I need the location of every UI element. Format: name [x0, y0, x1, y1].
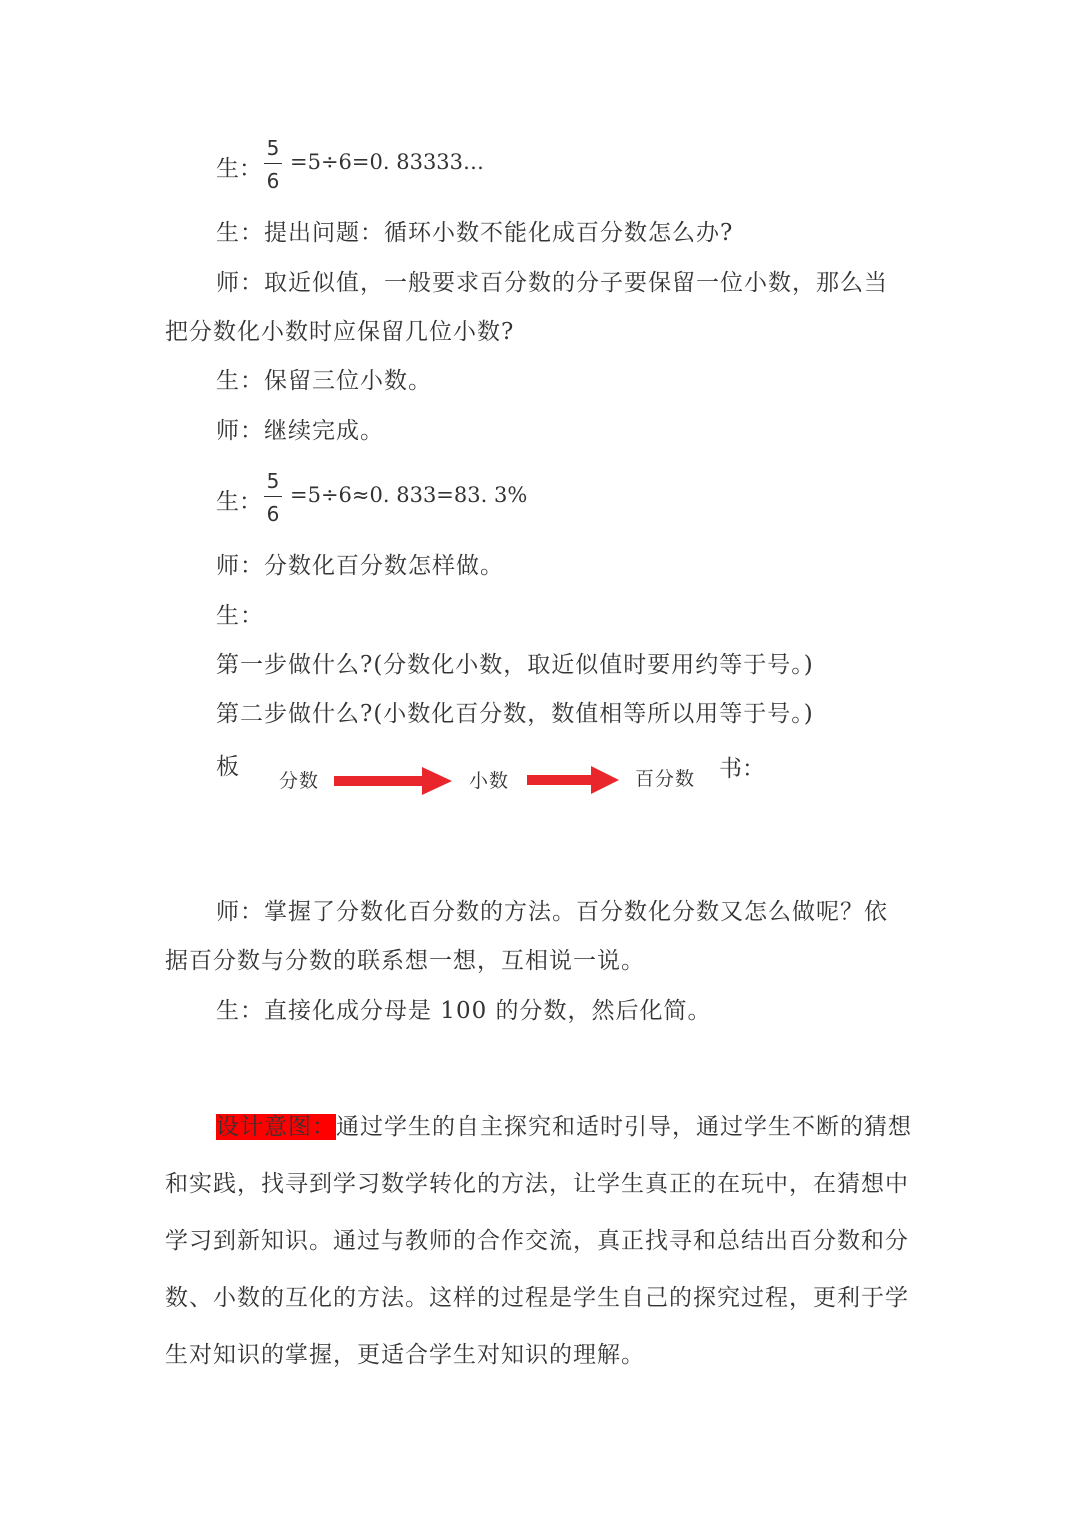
design-intent-text: 通过学生的自主探究和适时引导，通过学生不断的猜想和实践，找寻到学习数学转化的方法，让学生真正的在玩中，在猜想中学习到新知识。通过与教师的合作交流，真正找寻和总结出百分数和分数、小数的互化的方法。这样的过程是学生自己的探究过程，更利于学生对知识的掌握，更适合学生对知识的理解。: [165, 1114, 912, 1368]
arrow-icon: [334, 765, 454, 797]
dialogue-line: 师：继续完成。: [216, 418, 384, 444]
fraction-equation-1: [216, 135, 616, 195]
fraction-5-6: [264, 468, 282, 527]
flow-item-decimal: 小数: [469, 770, 510, 792]
flow-item-fraction: 分数: [279, 770, 320, 792]
fraction-5-6: [264, 135, 282, 194]
equation-text: =5÷6=0. 83333…: [290, 150, 485, 174]
dialogue-line: 师：取近似值，一般要求百分数的分子要保留一位小数，那么当: [216, 270, 888, 296]
fraction-equation-2: [216, 468, 616, 528]
denominator: 6: [266, 502, 280, 526]
equation-text: =5÷6≈0. 833=83. 3%: [290, 483, 528, 507]
dialogue-line: 把分数化小数时应保留几位小数?: [165, 319, 515, 345]
dialogue-line: 第二步做什么?(小数化百分数，数值相等所以用等于号。): [216, 701, 814, 727]
dialogue-line: 师：分数化百分数怎样做。: [216, 553, 504, 579]
numerator: 5: [264, 135, 282, 164]
dialogue-line: 生：直接化成分母是 100 的分数，然后化简。: [216, 998, 712, 1024]
dialogue-line: 师：掌握了分数化百分数的方法。百分数化分数又怎么做呢？依: [216, 899, 888, 925]
arrow-icon: [527, 764, 621, 796]
flow-item-percent: 百分数: [635, 768, 696, 790]
speaker-label: 生：: [216, 156, 262, 182]
dialogue-line: 生：: [216, 603, 264, 629]
board-label-start: 板: [216, 754, 239, 780]
dialogue-line: 第一步做什么?(分数化小数，取近似值时要用约等于号。): [216, 652, 814, 678]
design-intent-paragraph: [165, 1099, 917, 1384]
design-intent-label: 设计意图：: [216, 1114, 336, 1140]
dialogue-line: 生：提出问题：循环小数不能化成百分数怎么办?: [216, 220, 734, 246]
speaker-label: 生：: [216, 489, 262, 515]
dialogue-line: 据百分数与分数的联系想一想，互相说一说。: [165, 948, 645, 974]
numerator: 5: [264, 468, 282, 497]
board-label-end: 书：: [719, 756, 765, 782]
dialogue-line: 生：保留三位小数。: [216, 368, 432, 394]
denominator: 6: [266, 169, 280, 193]
